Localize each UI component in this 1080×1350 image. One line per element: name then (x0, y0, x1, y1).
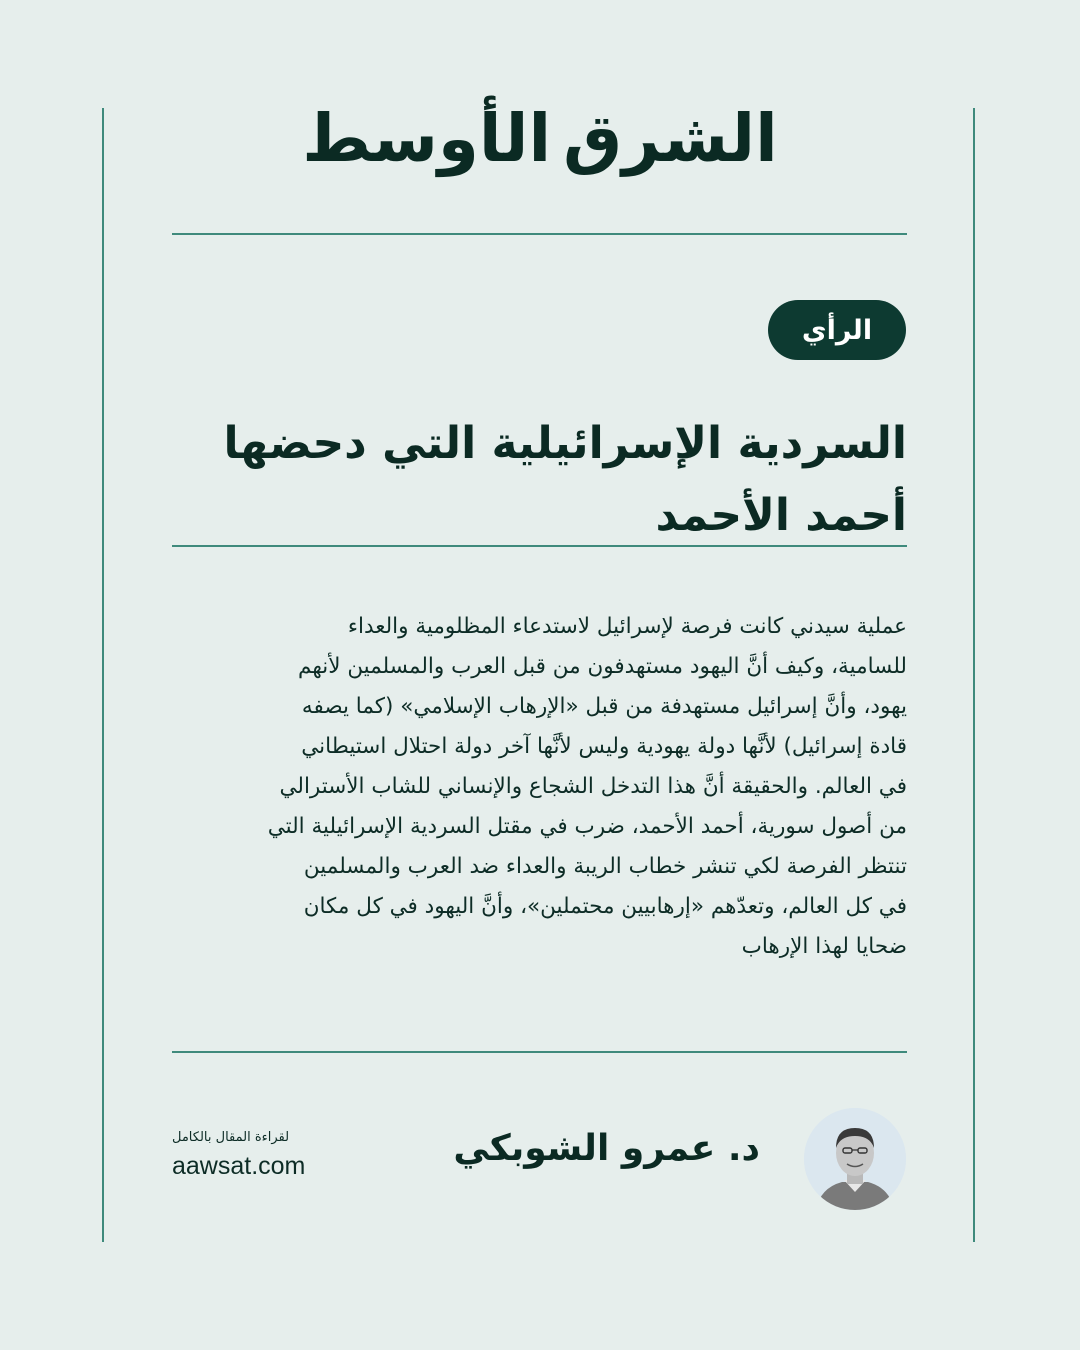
footer-divider (172, 1051, 907, 1053)
excerpt-line: تنتظر الفرصة لكي تنشر خطاب الريبة والعداء ضد العرب والمسلمين (303, 854, 907, 879)
excerpt-line: قادة إسرائيل) لأنَّها دولة يهودية وليس لأنَّها آخر دولة احتلال استيطاني (301, 734, 907, 759)
masthead-word-left: الأوسط (302, 100, 552, 177)
section-badge-opinion[interactable]: الرأي (768, 300, 906, 360)
left-border-rule (102, 108, 104, 1242)
website-link[interactable]: aawsat.com (172, 1152, 306, 1180)
excerpt-line: في كل العالم، وتعدّهم «إرهابيين محتملين»، وأنَّ اليهود في كل مكان (303, 894, 907, 919)
masthead-logo[interactable] (302, 100, 778, 178)
read-full-article-label: لقراءة المقال بالكامل (172, 1130, 290, 1145)
article-title-line-1: السردية الإسرائيلية التي دحضها (223, 418, 907, 469)
title-divider (172, 545, 907, 547)
right-border-rule (973, 108, 975, 1242)
excerpt-line: عملية سيدني كانت فرصة لإسرائيل لاستدعاء المظلومية والعداء (347, 614, 907, 639)
author-avatar (804, 1108, 906, 1210)
excerpt-line: ضحايا لهذا الإرهاب (741, 934, 907, 959)
article-title-line-2: أحمد الأحمد (655, 490, 907, 541)
author-portrait-icon (804, 1108, 906, 1210)
article-excerpt (172, 607, 907, 967)
masthead-word-right: الشرق (563, 100, 778, 177)
author-name: د. عمرو الشوبكي (453, 1128, 760, 1169)
header-divider (172, 233, 907, 235)
excerpt-line: للسامية، وكيف أنَّ اليهود مستهدفون من قبل العرب والمسلمين لأنهم (298, 654, 907, 679)
excerpt-line: في العالم. والحقيقة أنَّ هذا التدخل الشجاع والإنساني للشاب الأسترالي (279, 774, 907, 799)
article-title (172, 408, 907, 552)
excerpt-line: من أصول سورية، أحمد الأحمد، ضرب في مقتل السردية الإسرائيلية التي (267, 814, 907, 839)
excerpt-line: يهود، وأنَّ إسرائيل مستهدفة من قبل «الإرهاب الإسلامي» (كما يصفه (301, 694, 907, 719)
